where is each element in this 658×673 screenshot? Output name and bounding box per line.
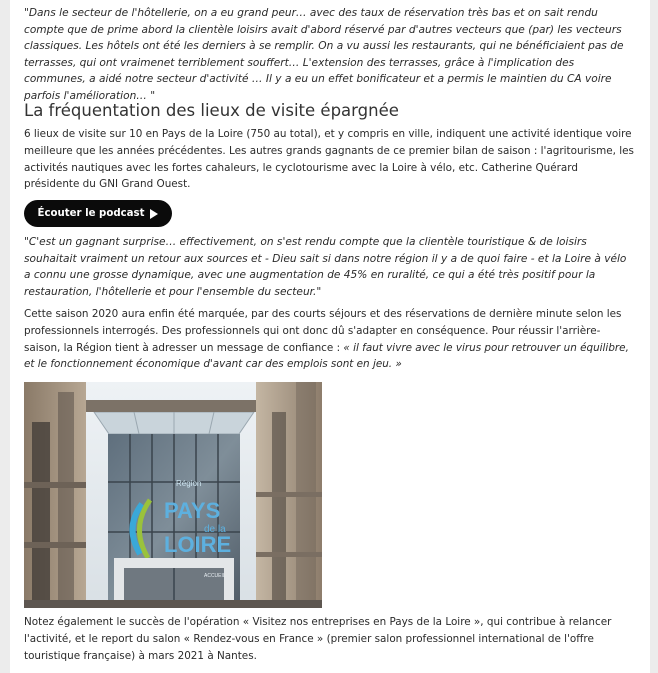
visit-sites-paragraph: 6 lieux de visite sur 10 en Pays de la Loire (750 au total), et y compris en ville, indiquent une activité identique voire meilleure que les années précédentes. Les autres grands gagnants de ce premier bilan de saison : l'agritourisme, les activités nautiques avec les fortes cahaleurs, le cyclotourisme avec la Loire à vélo, etc. Catherine Quérard présidente du GNI Grand Ouest. xyxy=(24,128,634,191)
article-page xyxy=(10,0,650,673)
operations-paragraph: Notez également le succès de l'opération « Visitez nos entreprises en Pays de la Loire », qui contribue à relancer l'activité, et le report du salon « Rendez-vous en France » (premier salon professionnel international de l'offre touristique française) à mars 2021 à Nantes. xyxy=(24,616,612,662)
sign-de-la-text: de la xyxy=(204,524,226,535)
hotel-sector-quote: "Dans le secteur de l'hôtellerie, on a eu grand peur… avec des taux de réservation très bas et on sait rendu compte que de prime abord la clientèle loisirs avait d'abord réservé par d'autres vecteurs que (par) les vecteurs classiques. Les hôtels ont été les derniers à se remplir. On a vu aussi les restaurants, qui ne bénéficiaient pas de terrasses, qui ont vraimenet terriblement souffert… L'extension des terrasses, grâce à l'implication des communes, a aidé notre secteur d'activité … Il y a eu un effet bonificateur et a permis le maintien du CA voire parfois l'amélioration… " xyxy=(24,7,624,102)
surprise-winner-quote: "C'est un gagnant surprise… effectivement, on s'est rendu compte que la clientèle touristique & de loisirs souhaitait vraiment un retour aux sources et - Dieu sait si dans notre région il y a de quoi faire - et la Loire à vélo a connu une grosse dynamique, avec une augmentation de 45% en ruralité, ce qui a été très positif pour la restauration, l'hôtellerie et pour l'ensemble du secteur." xyxy=(24,236,627,298)
door-accueil-text: ACCUEIL xyxy=(204,573,226,579)
podcast-button-label: Écouter le podcast xyxy=(37,208,145,219)
season-paragraph-text: Cette saison 2020 aura enfin été marquée, par des courts séjours et des réservations de dernière minute selon les professionnels interrogés. Des professionnels qui ont donc dû s'adapter en conséquence. Pour réussir l'arrière-saison, la Région tient à adresser un message de confiance : xyxy=(24,308,622,354)
section-heading: La fréquentation des lieux de visite épargnée xyxy=(24,101,399,120)
play-icon xyxy=(150,209,158,219)
listen-podcast-button[interactable] xyxy=(24,200,172,227)
sign-pays-text: PAYS xyxy=(164,498,221,523)
region-building-photo xyxy=(24,382,322,608)
season-2020-paragraph xyxy=(24,306,634,373)
sign-loire-text: LOIRE xyxy=(164,532,232,557)
region-message-quote: « il faut vivre avec le virus pour retrouver un équilibre, et le fonctionnement économique d'avant car des emplois sont en jeu. » xyxy=(24,341,629,371)
sign-region-text: Région xyxy=(176,479,202,488)
